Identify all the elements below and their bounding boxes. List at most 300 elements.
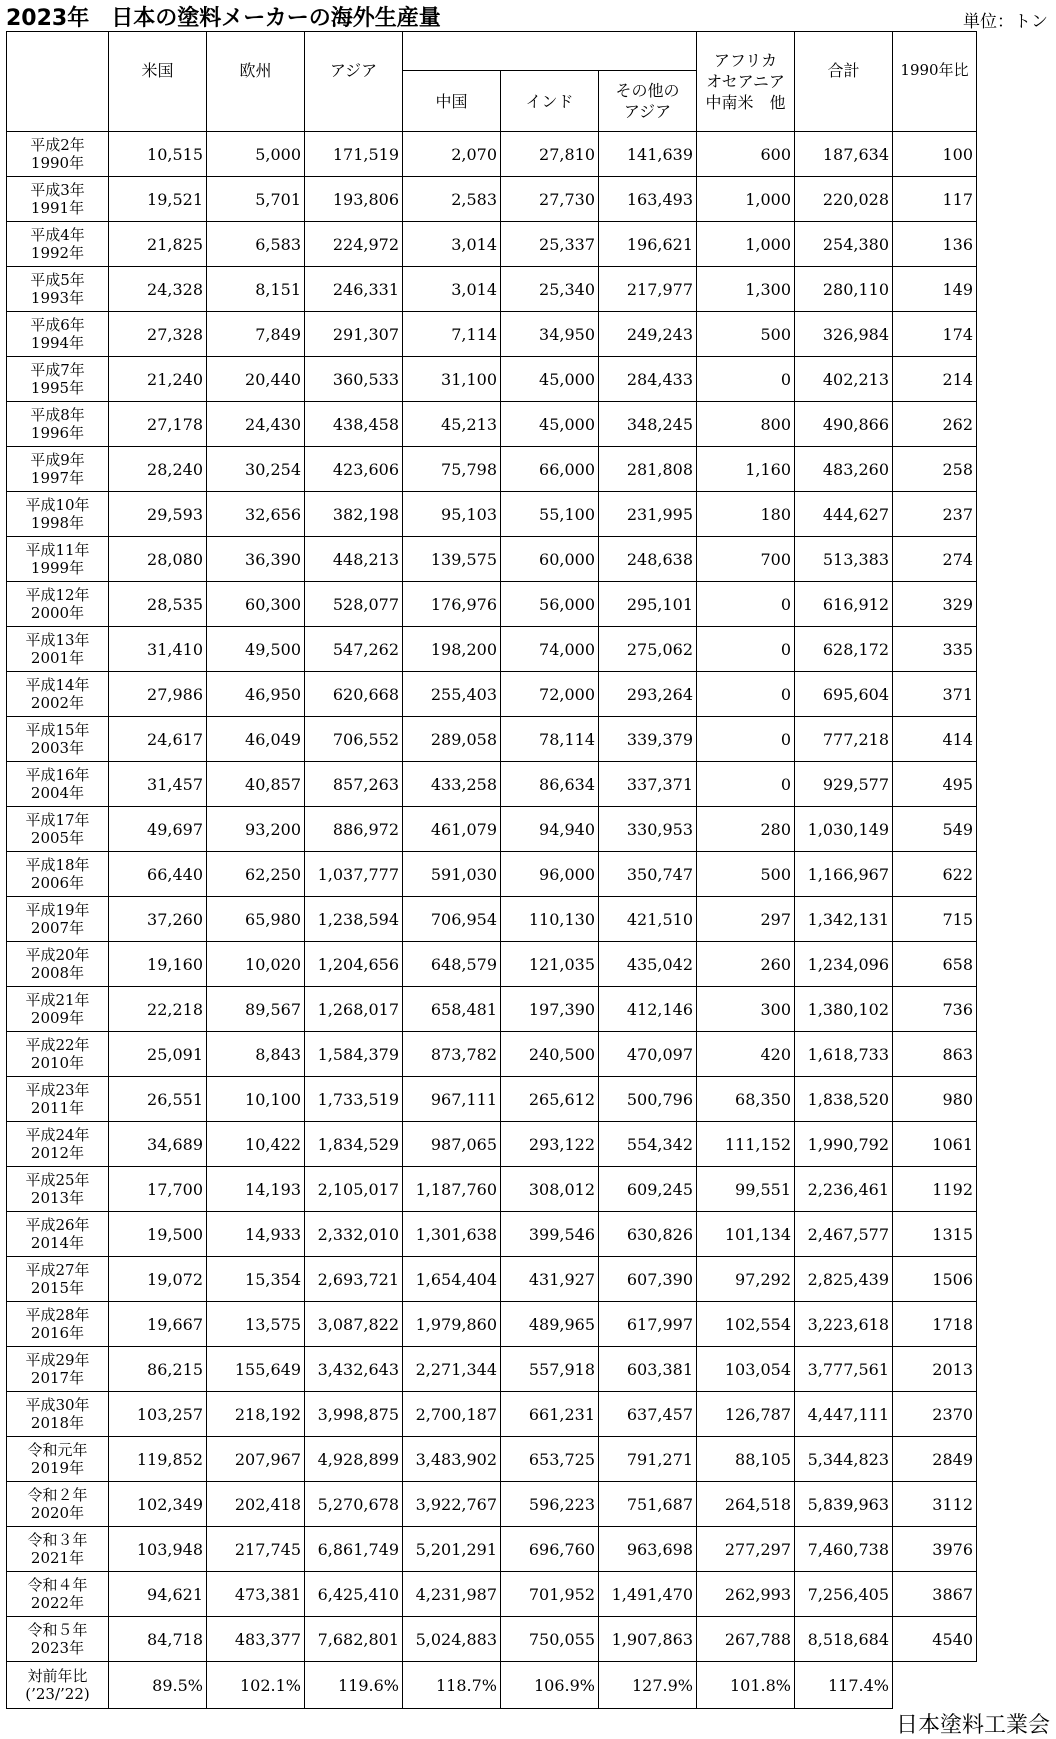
value-cell: 2,236,461 [795,1167,893,1212]
value-cell: 280 [697,807,795,852]
value-cell: 21,240 [109,357,207,402]
year-cell [7,492,109,537]
yoy-cell: 118.7% [403,1662,501,1709]
era-label: 令和３年 [27,1531,88,1549]
value-cell: 86,634 [501,762,599,807]
value-cell: 6,583 [207,222,305,267]
value-cell: 1,037,777 [305,852,403,897]
header-africa-oceania-latam: アフリカ オセアニア 中南米 他 [697,32,795,132]
value-cell: 25,340 [501,267,599,312]
value-cell: 435,042 [599,942,697,987]
value-cell: 19,521 [109,177,207,222]
value-cell: 27,328 [109,312,207,357]
table-row [7,1347,977,1392]
year-label: 2015年 [30,1279,85,1297]
value-cell: 1,204,656 [305,942,403,987]
value-cell: 240,500 [501,1032,599,1077]
value-cell: 873,782 [403,1032,501,1077]
value-cell: 293,122 [501,1122,599,1167]
year-label: 2013年 [30,1189,85,1207]
yoy-cell: 117.4% [795,1662,893,1709]
value-cell: 412,146 [599,987,697,1032]
value-cell: 262,993 [697,1572,795,1617]
value-cell: 19,667 [109,1302,207,1347]
value-cell: 1,654,404 [403,1257,501,1302]
value-cell: 220,028 [795,177,893,222]
value-cell: 489,965 [501,1302,599,1347]
value-cell: 600 [697,132,795,177]
era-label: 平成8年 [30,406,85,424]
yoy-cell: 127.9% [599,1662,697,1709]
yoy-cell: 89.5% [109,1662,207,1709]
value-cell: 214 [893,357,977,402]
value-cell: 4,928,899 [305,1437,403,1482]
value-cell: 700 [697,537,795,582]
header-asia: アジア [305,32,403,132]
value-cell: 126,787 [697,1392,795,1437]
value-cell: 500 [697,852,795,897]
value-cell: 490,866 [795,402,893,447]
table-row [7,312,977,357]
header-india: インド [501,71,599,132]
value-cell: 14,933 [207,1212,305,1257]
value-cell: 246,331 [305,267,403,312]
value-cell: 176,976 [403,582,501,627]
value-cell: 414 [893,717,977,762]
value-cell: 3,998,875 [305,1392,403,1437]
value-cell: 93,200 [207,807,305,852]
value-cell: 37,260 [109,897,207,942]
year-label: 2009年 [30,1009,85,1027]
era-label: 平成21年 [25,991,90,1009]
era-label: 平成30年 [25,1396,90,1414]
value-cell: 736 [893,987,977,1032]
value-cell: 715 [893,897,977,942]
value-cell: 1,000 [697,177,795,222]
value-cell: 60,300 [207,582,305,627]
value-cell: 28,080 [109,537,207,582]
value-cell: 3,223,618 [795,1302,893,1347]
value-cell: 706,954 [403,897,501,942]
value-cell: 630,826 [599,1212,697,1257]
year-label: 2016年 [30,1324,85,1342]
value-cell: 751,687 [599,1482,697,1527]
year-label: 2022年 [30,1594,85,1612]
value-cell: 423,606 [305,447,403,492]
value-cell: 433,258 [403,762,501,807]
value-cell: 264,518 [697,1482,795,1527]
year-cell [7,1437,109,1482]
value-cell: 857,263 [305,762,403,807]
year-label: 2003年 [30,739,85,757]
year-label: 1996年 [30,424,85,442]
value-cell: 777,218 [795,717,893,762]
year-label: 2006年 [30,874,85,892]
value-cell: 72,000 [501,672,599,717]
value-cell: 258 [893,447,977,492]
value-cell: 49,500 [207,627,305,672]
era-label: 平成7年 [30,361,85,379]
year-cell [7,1167,109,1212]
value-cell: 3,014 [403,267,501,312]
value-cell: 438,458 [305,402,403,447]
value-cell: 483,377 [207,1617,305,1662]
value-cell: 56,000 [501,582,599,627]
value-cell: 2,105,017 [305,1167,403,1212]
table-row [7,1302,977,1347]
value-cell: 119,852 [109,1437,207,1482]
value-cell: 653,725 [501,1437,599,1482]
value-cell: 0 [697,627,795,672]
value-cell: 337,371 [599,762,697,807]
value-cell: 207,967 [207,1437,305,1482]
year-cell [7,132,109,177]
value-cell: 963,698 [599,1527,697,1572]
value-cell: 10,100 [207,1077,305,1122]
value-cell: 513,383 [795,537,893,582]
value-cell: 622 [893,852,977,897]
year-cell [7,357,109,402]
value-cell: 14,193 [207,1167,305,1212]
year-label: 2014年 [30,1234,85,1252]
value-cell: 350,747 [599,852,697,897]
value-cell: 24,617 [109,717,207,762]
value-cell: 0 [697,762,795,807]
value-cell: 483,260 [795,447,893,492]
year-cell [7,987,109,1032]
value-cell: 4,447,111 [795,1392,893,1437]
value-cell: 13,575 [207,1302,305,1347]
value-cell: 217,745 [207,1527,305,1572]
value-cell: 20,440 [207,357,305,402]
value-cell: 5,024,883 [403,1617,501,1662]
value-cell: 3,432,643 [305,1347,403,1392]
era-label: 平成18年 [25,856,90,874]
value-cell: 289,058 [403,717,501,762]
year-label: 2010年 [30,1054,85,1072]
year-cell [7,1347,109,1392]
value-cell: 155,649 [207,1347,305,1392]
value-cell: 658,481 [403,987,501,1032]
header-ratio-1990: 1990年比 [893,32,977,132]
value-cell: 25,337 [501,222,599,267]
year-label: 1991年 [30,199,85,217]
value-cell: 1,584,379 [305,1032,403,1077]
value-cell: 27,178 [109,402,207,447]
table-row [7,357,977,402]
value-cell: 696,760 [501,1527,599,1572]
year-cell [7,177,109,222]
value-cell: 17,700 [109,1167,207,1212]
value-cell: 96,000 [501,852,599,897]
value-cell: 163,493 [599,177,697,222]
value-cell: 420 [697,1032,795,1077]
table-row [7,1482,977,1527]
table-body [7,132,977,1709]
year-cell [7,762,109,807]
value-cell: 0 [697,582,795,627]
value-cell: 1315 [893,1212,977,1257]
value-cell: 198,200 [403,627,501,672]
value-cell: 1506 [893,1257,977,1302]
value-cell: 248,638 [599,537,697,582]
era-label: 平成2年 [30,136,85,154]
value-cell: 591,030 [403,852,501,897]
value-cell: 3,014 [403,222,501,267]
value-cell: 1,838,520 [795,1077,893,1122]
value-cell: 293,264 [599,672,697,717]
year-cell [7,852,109,897]
value-cell: 21,825 [109,222,207,267]
value-cell: 637,457 [599,1392,697,1437]
value-cell: 5,344,823 [795,1437,893,1482]
value-cell: 180 [697,492,795,537]
table-row [7,762,977,807]
value-cell: 103,948 [109,1527,207,1572]
year-label: 2017年 [30,1369,85,1387]
year-label: 2019年 [30,1459,85,1477]
value-cell: 3,483,902 [403,1437,501,1482]
value-cell: 339,379 [599,717,697,762]
value-cell: 19,072 [109,1257,207,1302]
table-row [7,492,977,537]
era-label: 平成15年 [25,721,90,739]
era-label: 平成25年 [25,1171,90,1189]
value-cell: 1,166,967 [795,852,893,897]
era-label: 平成9年 [30,451,85,469]
value-cell: 89,567 [207,987,305,1032]
value-cell: 75,798 [403,447,501,492]
value-cell: 171,519 [305,132,403,177]
year-label: 2001年 [30,649,85,667]
value-cell: 0 [697,357,795,402]
value-cell: 431,927 [501,1257,599,1302]
value-cell: 46,950 [207,672,305,717]
value-cell: 86,215 [109,1347,207,1392]
table-row [7,1527,977,1572]
table-row [7,852,977,897]
value-cell: 2013 [893,1347,977,1392]
value-cell: 1,979,860 [403,1302,501,1347]
value-cell: 1,000 [697,222,795,267]
value-cell: 1,618,733 [795,1032,893,1077]
value-cell: 1,907,863 [599,1617,697,1662]
value-cell: 399,546 [501,1212,599,1257]
value-cell: 308,012 [501,1167,599,1212]
year-cell [7,1527,109,1572]
value-cell: 65,980 [207,897,305,942]
value-cell: 24,430 [207,402,305,447]
value-cell: 10,515 [109,132,207,177]
value-cell: 19,160 [109,942,207,987]
value-cell: 139,575 [403,537,501,582]
year-label: 2012年 [30,1144,85,1162]
value-cell: 100 [893,132,977,177]
value-cell: 2,271,344 [403,1347,501,1392]
value-cell: 1,301,638 [403,1212,501,1257]
year-label: 1994年 [30,334,85,352]
header-us: 米国 [109,32,207,132]
value-cell: 382,198 [305,492,403,537]
value-cell: 101,134 [697,1212,795,1257]
year-label: 2000年 [30,604,85,622]
yoy-cell: 101.8% [697,1662,795,1709]
value-cell: 95,103 [403,492,501,537]
value-cell: 987,065 [403,1122,501,1167]
value-cell: 5,000 [207,132,305,177]
year-label: 2005年 [30,829,85,847]
era-label: 平成5年 [30,271,85,289]
value-cell: 661,231 [501,1392,599,1437]
yoy-row [7,1662,977,1709]
value-cell: 28,240 [109,447,207,492]
year-cell [7,312,109,357]
value-cell: 4,231,987 [403,1572,501,1617]
year-label: 2007年 [30,919,85,937]
year-label: 1999年 [30,559,85,577]
value-cell: 557,918 [501,1347,599,1392]
table-row [7,627,977,672]
value-cell: 66,440 [109,852,207,897]
value-cell: 3,777,561 [795,1347,893,1392]
value-cell: 121,035 [501,942,599,987]
value-cell: 45,000 [501,402,599,447]
value-cell: 281,808 [599,447,697,492]
value-cell: 617,997 [599,1302,697,1347]
year-cell [7,402,109,447]
value-cell: 1,733,519 [305,1077,403,1122]
value-cell: 1,491,470 [599,1572,697,1617]
value-cell: 26,551 [109,1077,207,1122]
table-row [7,1572,977,1617]
era-label: 平成22年 [25,1036,90,1054]
value-cell: 10,422 [207,1122,305,1167]
era-label: 平成17年 [25,811,90,829]
value-cell: 8,151 [207,267,305,312]
value-cell: 800 [697,402,795,447]
era-label: 令和元年 [27,1441,88,1459]
yoy-empty [893,1662,977,1709]
year-cell [7,582,109,627]
era-label: 令和４年 [27,1576,88,1594]
era-label: 平成29年 [25,1351,90,1369]
value-cell: 360,533 [305,357,403,402]
table-row [7,1257,977,1302]
table-row [7,1437,977,1482]
table-row [7,672,977,717]
value-cell: 84,718 [109,1617,207,1662]
table-row [7,447,977,492]
value-cell: 701,952 [501,1572,599,1617]
value-cell: 0 [697,672,795,717]
value-cell: 260 [697,942,795,987]
value-cell: 2,583 [403,177,501,222]
value-cell: 277,297 [697,1527,795,1572]
value-cell: 31,100 [403,357,501,402]
value-cell: 10,020 [207,942,305,987]
year-label: 1992年 [30,244,85,262]
yoy-cell: 106.9% [501,1662,599,1709]
value-cell: 695,604 [795,672,893,717]
page-title: 2023年 日本の塗料メーカーの海外生産量 [6,6,441,31]
value-cell: 7,682,801 [305,1617,403,1662]
value-cell: 291,307 [305,312,403,357]
value-cell: 616,912 [795,582,893,627]
year-cell [7,537,109,582]
value-cell: 1,300 [697,267,795,312]
era-label: 平成20年 [25,946,90,964]
value-cell: 40,857 [207,762,305,807]
table-row [7,897,977,942]
table-row [7,1167,977,1212]
table-row [7,1077,977,1122]
year-cell [7,942,109,987]
value-cell: 267,788 [697,1617,795,1662]
value-cell: 371 [893,672,977,717]
era-label: 平成16年 [25,766,90,784]
value-cell: 607,390 [599,1257,697,1302]
value-cell: 7,460,738 [795,1527,893,1572]
yoy-cell: 119.6% [305,1662,403,1709]
value-cell: 461,079 [403,807,501,852]
yoy-cell: 102.1% [207,1662,305,1709]
value-cell: 500 [697,312,795,357]
value-cell: 49,697 [109,807,207,852]
value-cell: 275,062 [599,627,697,672]
value-cell: 554,342 [599,1122,697,1167]
table-row [7,807,977,852]
value-cell: 265,612 [501,1077,599,1122]
value-cell: 2,070 [403,132,501,177]
value-cell: 1,342,131 [795,897,893,942]
header-other-asia: その他の アジア [599,71,697,132]
value-cell: 196,621 [599,222,697,267]
value-cell: 495 [893,762,977,807]
era-label: 平成19年 [25,901,90,919]
year-cell [7,1482,109,1527]
header-total: 合計 [795,32,893,132]
header-year [7,32,109,132]
year-label: 1995年 [30,379,85,397]
table-row [7,717,977,762]
era-label: 平成26年 [25,1216,90,1234]
value-cell: 141,639 [599,132,697,177]
value-cell: 886,972 [305,807,403,852]
year-cell [7,1212,109,1257]
value-cell: 2370 [893,1392,977,1437]
year-cell [7,672,109,717]
value-cell: 8,518,684 [795,1617,893,1662]
value-cell: 99,551 [697,1167,795,1212]
year-cell [7,627,109,672]
year-cell [7,1392,109,1437]
era-label: 平成6年 [30,316,85,334]
era-label: 平成14年 [25,676,90,694]
value-cell: 5,701 [207,177,305,222]
value-cell: 326,984 [795,312,893,357]
value-cell: 1,030,149 [795,807,893,852]
value-cell: 300 [697,987,795,1032]
value-cell: 1,268,017 [305,987,403,1032]
value-cell: 29,593 [109,492,207,537]
era-label: 令和５年 [27,1621,88,1639]
value-cell: 1,990,792 [795,1122,893,1167]
value-cell: 31,410 [109,627,207,672]
value-cell: 28,535 [109,582,207,627]
value-cell: 1,187,760 [403,1167,501,1212]
year-label: 2021年 [30,1549,85,1567]
year-cell [7,1122,109,1167]
